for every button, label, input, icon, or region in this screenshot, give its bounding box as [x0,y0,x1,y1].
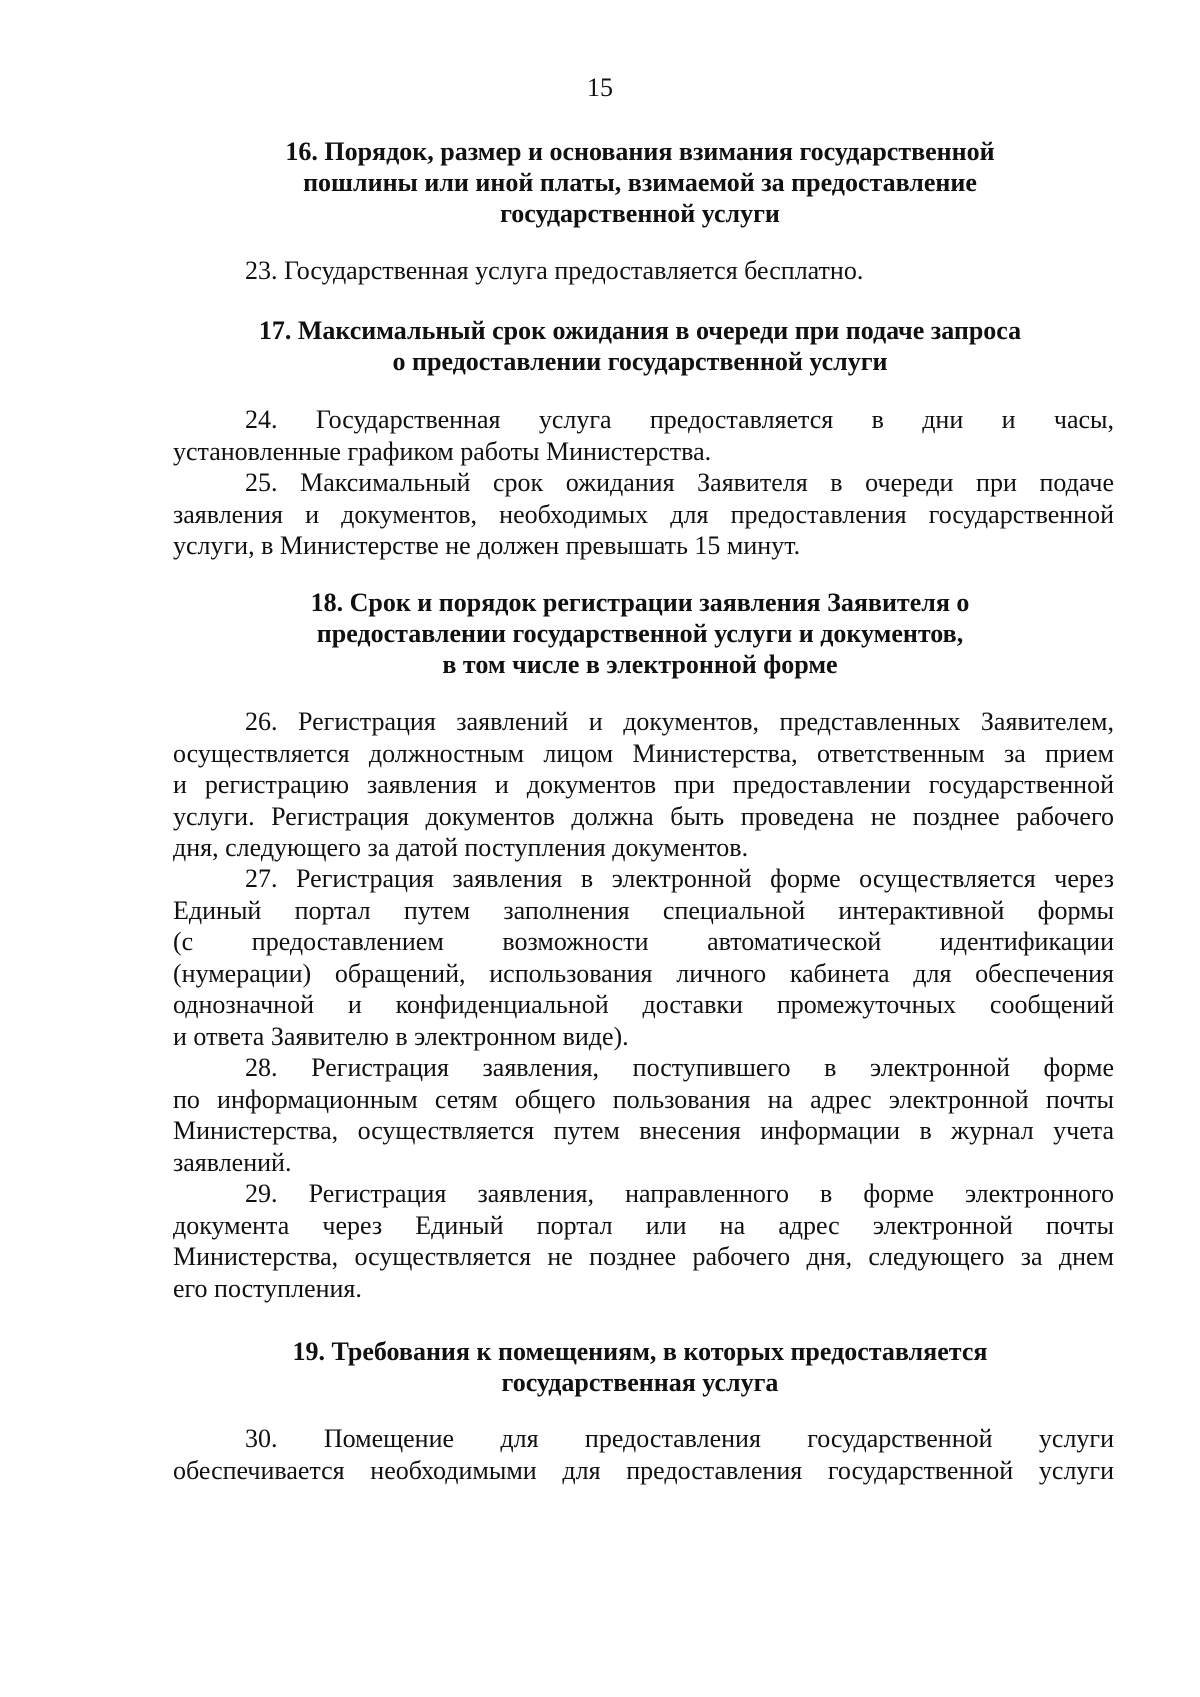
paragraph-line: 26. Регистрация заявлений и документов, представленных Заявителем, [245,707,1114,736]
paragraph-line: (нумерации) обращений, использования личного кабинета для обеспечения [173,958,1114,988]
section-19-title-line: государственная услуга [501,1368,779,1397]
section-17-title-line: о предоставлении государственной услуги [392,347,888,376]
paragraph-line: по информационным сетям общего пользования на адрес электронной почты [173,1084,1114,1114]
paragraph-line: услуги. Регистрация документов должна быть проведена не позднее рабочего [173,801,1114,831]
section-17-title-line: 17. Максимальный срок ожидания в очереди при подаче запроса [258,316,1022,345]
paragraph-line: и ответа Заявителю в электронном виде). [173,1021,629,1051]
paragraph-30 [173,1423,1114,1486]
section-16-title-line: государственной услуги [500,199,780,228]
section-16-title-line: 16. Порядок, размер и основания взимания государственной [285,137,995,166]
paragraph-line: 27. Регистрация заявления в электронной форме осуществляется через [245,864,1114,893]
paragraph-line: заявлений. [173,1147,292,1177]
paragraph-line: 29. Регистрация заявления, направленного в форме электронного [245,1179,1114,1208]
section-18-title-line: 18. Срок и порядок регистрации заявления Заявителя о [310,588,970,617]
paragraph-line: Министерства, осуществляется путем внесения информации в журнал учета [173,1116,1114,1145]
paragraph-line: 25. Максимальный срок ожидания Заявителя в очереди при подаче [245,468,1114,497]
paragraph-23 [173,255,1114,287]
paragraph-line: однозначной и конфиденциальной доставки промежуточных сообщений [173,990,1114,1019]
paragraph-line: 28. Регистрация заявления, поступившего в электронной форме [245,1053,1114,1082]
paragraph-line: 23. Государственная услуга предоставляется бесплатно. [245,256,864,285]
paragraph-29 [173,1178,1114,1304]
paragraph-27 [173,863,1114,1052]
paragraph-28 [173,1052,1114,1178]
paragraph-line: Единый портал путем заполнения специальной интерактивной формы [173,895,1114,925]
paragraph-line: 24. Государственная услуга предоставляется в дни и часы, [245,405,1114,434]
paragraph-line: и регистрацию заявления и документов при предоставлении государственной [173,770,1114,799]
paragraph-24 [173,404,1114,467]
section-18-title-line: в том числе в электронной форме [442,650,838,679]
paragraph-line: Министерства, осуществляется не позднее рабочего дня, следующего за днем [173,1242,1114,1271]
section-19-title-line: 19. Требования к помещениям, в которых предоставляется [292,1337,988,1366]
paragraph-line: обеспечивается необходимыми для предоставления государственной услуги [173,1455,1114,1485]
section-16-title-line: пошлины или иной платы, взимаемой за предоставление [303,168,977,197]
paragraph-line: документа через Единый портал или на адрес электронной почты [173,1210,1114,1240]
section-19-title [160,1336,1120,1398]
section-18-title-line: предоставлении государственной услуги и документов, [316,619,964,648]
paragraph-line: (с предоставлением возможности автоматической идентификации [173,927,1114,956]
paragraph-26 [173,706,1114,864]
paragraph-line: дня, следующего за датой поступления документов. [173,833,749,862]
paragraph-line: 30. Помещение для предоставления государственной услуги [245,1424,1114,1453]
paragraph-line: его поступления. [173,1273,362,1303]
section-17-title [160,315,1120,377]
paragraph-line: услуги, в Министерстве не должен превышать 15 минут. [173,531,801,560]
paragraph-line: заявления и документов, необходимых для предоставления государственной [173,499,1114,529]
page-number: 15 [587,73,613,102]
paragraph-25 [173,467,1114,562]
section-16-title [160,136,1120,229]
section-18-title [160,587,1120,680]
paragraph-line: осуществляется должностным лицом Министерства, ответственным за прием [173,738,1114,768]
paragraph-line: установленные графиком работы Министерства. [173,436,712,466]
